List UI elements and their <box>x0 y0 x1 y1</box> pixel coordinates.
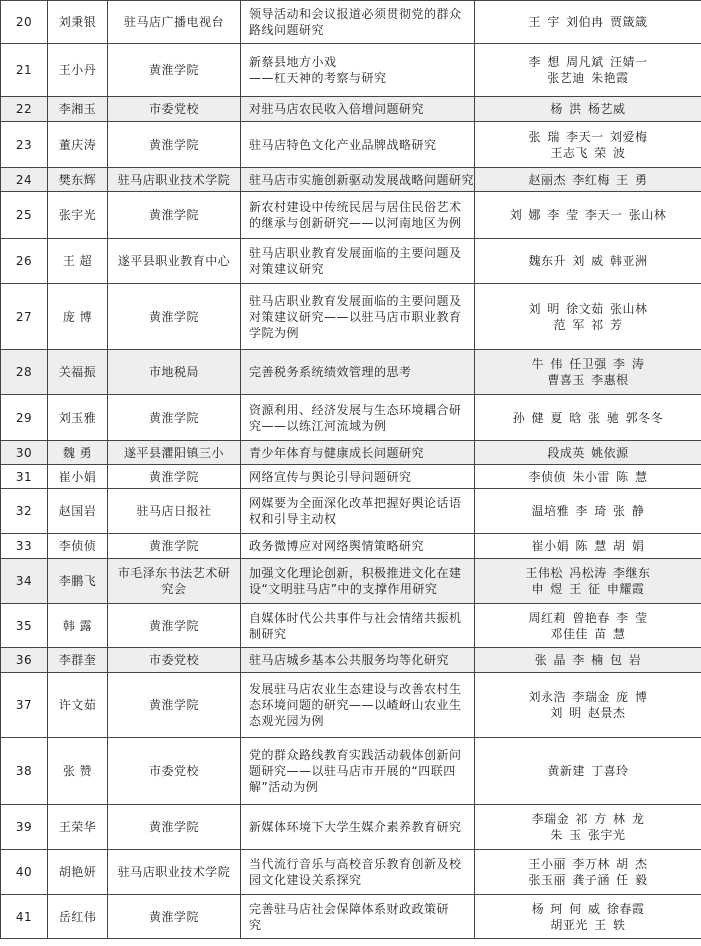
research-topic-cell <box>241 559 475 604</box>
members-cell <box>475 895 701 939</box>
table-row <box>1 441 701 465</box>
row-number-cell: 21 <box>1 44 48 97</box>
research-topic-cell <box>241 239 475 284</box>
organization-cell <box>108 895 241 939</box>
organization-cell <box>108 534 241 559</box>
organization-cell-line: 黄淮学院 <box>148 410 199 425</box>
row-number-cell: 22 <box>1 97 48 122</box>
research-topic-cell-line: 态环境问题的研究——以嵖岈山农业生 <box>249 698 462 712</box>
members-cell-line: 温培雅 李 琦 张 静 <box>531 504 645 518</box>
leader-name-cell: 赵国岩 <box>48 489 108 534</box>
organization-cell-line: 黄淮学院 <box>148 63 199 77</box>
leader-name-cell: 胡艳妍 <box>48 850 108 895</box>
research-topic-cell-line: 完善税务系统绩效管理的思考 <box>249 365 412 379</box>
research-topic-cell <box>241 284 475 350</box>
research-topic-cell <box>241 465 475 489</box>
members-cell-line: 刘 明 赵景杰 <box>550 706 626 720</box>
research-topic-cell-line: 路线问题研究 <box>249 23 325 37</box>
research-topic-cell <box>241 648 475 673</box>
organization-cell <box>108 192 241 239</box>
leader-name-cell: 刘秉银 <box>48 1 108 44</box>
table-row <box>1 350 701 395</box>
row-number-cell: 40 <box>1 850 48 895</box>
members-cell-line: 刘 娜 李 莹 李天一 张山林 <box>509 208 667 222</box>
row-number-cell: 31 <box>1 465 48 489</box>
members-cell-line: 李瑞金 祁 方 林 龙 <box>531 812 645 826</box>
organization-cell-line: 驻马店广播电视台 <box>123 15 224 29</box>
organization-cell <box>108 673 241 738</box>
members-cell-line: 王伟松 冯松涛 李继东 <box>525 566 651 580</box>
members-cell <box>475 395 701 441</box>
members-cell-line: 张 晶 李 楠 包 岩 <box>534 653 642 667</box>
row-number-cell: 30 <box>1 441 48 465</box>
organization-cell-line: 驻马店职业技术学院 <box>117 865 231 879</box>
row-number-cell: 25 <box>1 192 48 239</box>
table-row <box>1 738 701 805</box>
members-cell <box>475 559 701 604</box>
members-cell-line: 范 军 祁 芳 <box>553 317 623 332</box>
research-topic-cell-line: 对驻马店农民收入倍增问题研究 <box>249 102 425 116</box>
row-number-cell: 33 <box>1 534 48 559</box>
organization-cell <box>108 284 241 350</box>
row-number-cell: 26 <box>1 239 48 284</box>
leader-name-cell: 董庆涛 <box>48 122 108 168</box>
organization-cell <box>108 559 241 604</box>
members-cell-line: 魏东升 刘 威 韩亚洲 <box>528 254 648 268</box>
members-cell <box>475 350 701 395</box>
members-cell-line: 刘 明 徐文茹 张山林 <box>528 301 648 316</box>
row-number-cell: 32 <box>1 489 48 534</box>
research-topic-cell <box>241 350 475 395</box>
research-topic-cell <box>241 534 475 559</box>
research-topic-cell-line: 领导活动和会议报道必须贯彻党的群众 <box>249 7 462 21</box>
leader-name-cell: 刘玉雅 <box>48 395 108 441</box>
table-row <box>1 192 701 239</box>
research-topic-cell-line: 题研究——以驻马店市开展的“四联四 <box>249 764 456 778</box>
research-topic-cell-line: 资源利用、经济发展与生态环境耦合研 <box>249 402 462 417</box>
organization-cell-line: 黄淮学院 <box>148 539 199 553</box>
members-cell <box>475 44 701 97</box>
leader-name-cell: 王荣华 <box>48 805 108 850</box>
row-number-cell: 27 <box>1 284 48 350</box>
leader-name-cell: 庞 博 <box>48 284 108 350</box>
table-row <box>1 395 701 441</box>
organization-cell <box>108 441 241 465</box>
leader-name-cell: 樊东辉 <box>48 168 108 192</box>
members-cell-line: 李侦侦 朱小雷 陈 慧 <box>528 469 648 484</box>
table-row <box>1 895 701 939</box>
organization-cell-line: 市委党校 <box>148 653 199 667</box>
research-topic-cell-line: 驻马店职业教育发展面临的主要问题及 <box>249 293 462 308</box>
research-topic-cell-line: 加强文化理论创新，积极推进文化在建 <box>249 566 462 580</box>
members-cell-line: 胡亚光 王 轶 <box>550 917 626 932</box>
members-cell <box>475 284 701 350</box>
project-table-body <box>1 1 701 939</box>
organization-cell-line: 黄淮学院 <box>148 618 199 633</box>
members-cell-line: 刘永浩 李瑞金 庞 博 <box>528 690 648 704</box>
research-topic-cell <box>241 895 475 939</box>
members-cell-line: 黄新建 丁喜玲 <box>547 764 629 778</box>
research-topic-cell <box>241 850 475 895</box>
table-row <box>1 465 701 489</box>
research-topic-cell <box>241 44 475 97</box>
organization-cell-line: 黄淮学院 <box>148 820 199 834</box>
leader-name-cell: 李侦侦 <box>48 534 108 559</box>
organization-cell-line: 驻马店职业技术学院 <box>117 172 231 187</box>
organization-cell-line: 黄淮学院 <box>148 208 199 222</box>
research-topic-cell-line: 当代流行音乐与高校音乐教育创新及校 <box>249 857 462 871</box>
research-topic-cell-line: 党的群众路线教育实践活动载体创新问 <box>249 748 462 762</box>
organization-cell <box>108 738 241 805</box>
row-number-cell: 24 <box>1 168 48 192</box>
members-cell-line: 曹喜玉 李惠根 <box>547 373 629 387</box>
research-topic-cell-line: 对策建议研究 <box>249 262 325 276</box>
row-number-cell: 20 <box>1 1 48 44</box>
research-topic-cell <box>241 1 475 44</box>
members-cell <box>475 122 701 168</box>
members-cell-line: 张玉丽 龚子涵 任 毅 <box>528 873 648 887</box>
members-cell-line: 孙 健 夏 晗 张 驰 郭冬冬 <box>512 410 664 425</box>
research-topic-cell-line: 网络宣传与舆论引导问题研究 <box>249 469 412 484</box>
research-topic-cell <box>241 441 475 465</box>
leader-name-cell: 李湘玉 <box>48 97 108 122</box>
research-topic-cell-line: 发展驻马店农业生态建设与改善农村生 <box>249 682 462 696</box>
organization-cell-line: 黄淮学院 <box>148 469 199 484</box>
organization-cell-line: 黄淮学院 <box>148 698 199 712</box>
research-topic-cell-line: 驻马店市实施创新驱动发展战略问题研究 <box>249 172 475 187</box>
research-topic-cell-line: 解”活动为例 <box>249 780 319 794</box>
members-cell <box>475 441 701 465</box>
research-topic-cell <box>241 673 475 738</box>
research-topic-cell-line: 新农村建设中传统民居与居住民俗艺术 <box>249 200 462 214</box>
leader-name-cell: 魏 勇 <box>48 441 108 465</box>
research-topic-cell-line: 态观光园为例 <box>249 714 325 728</box>
research-topic-cell-line: 学院为例 <box>249 325 300 340</box>
research-topic-cell <box>241 97 475 122</box>
organization-cell <box>108 604 241 648</box>
row-number-cell: 28 <box>1 350 48 395</box>
research-topic-cell <box>241 805 475 850</box>
members-cell-line: 张艺迪 朱艳霞 <box>547 71 629 85</box>
organization-cell-line: 市委党校 <box>148 764 199 778</box>
table-row <box>1 850 701 895</box>
row-number-cell: 41 <box>1 895 48 939</box>
table-row <box>1 239 701 284</box>
members-cell <box>475 465 701 489</box>
research-topic-cell-line: 制研究 <box>249 626 287 641</box>
research-topic-cell <box>241 122 475 168</box>
leader-name-cell: 许文茹 <box>48 673 108 738</box>
members-cell <box>475 805 701 850</box>
members-cell-line: 段成英 姚依源 <box>547 445 629 460</box>
research-topic-cell <box>241 192 475 239</box>
organization-cell <box>108 122 241 168</box>
table-row <box>1 805 701 850</box>
organization-cell-line: 驻马店日报社 <box>136 504 212 518</box>
members-cell-line: 王 宇 刘伯冉 贾箴箴 <box>528 15 648 29</box>
leader-name-cell: 李鹏飞 <box>48 559 108 604</box>
research-topic-cell <box>241 168 475 192</box>
research-topic-cell-line: 政务微博应对网络舆情策略研究 <box>249 539 425 553</box>
organization-cell-line: 市毛泽东书法艺术研 <box>117 566 231 580</box>
research-topic-cell-line: 的继承与创新研究——以河南地区为例 <box>249 216 462 230</box>
organization-cell <box>108 97 241 122</box>
organization-cell-line: 黄淮学院 <box>148 309 199 324</box>
organization-cell-line: 黄淮学院 <box>148 137 199 152</box>
organization-cell-line: 市委党校 <box>148 102 199 116</box>
research-topic-cell <box>241 395 475 441</box>
organization-cell <box>108 489 241 534</box>
research-topic-cell <box>241 738 475 805</box>
organization-cell <box>108 350 241 395</box>
members-cell-line: 牛 伟 任卫强 李 涛 <box>531 357 645 371</box>
row-number-cell: 29 <box>1 395 48 441</box>
leader-name-cell: 岳红伟 <box>48 895 108 939</box>
members-cell <box>475 604 701 648</box>
research-topic-cell-line: 新媒体环境下大学生媒介素养教育研究 <box>249 820 462 834</box>
members-cell-line: 朱 玉 张宇光 <box>550 828 626 842</box>
members-cell-line: 王小丽 李万林 胡 杰 <box>528 857 648 871</box>
research-topic-cell-line: 驻马店职业教育发展面临的主要问题及 <box>249 246 462 260</box>
leader-name-cell: 关福振 <box>48 350 108 395</box>
row-number-cell: 34 <box>1 559 48 604</box>
members-cell-line: 杨 洪 杨艺威 <box>550 102 626 116</box>
members-cell-line: 崔小娟 陈 慧 胡 娟 <box>531 539 645 553</box>
row-number-cell: 35 <box>1 604 48 648</box>
organization-cell-line: 黄淮学院 <box>148 909 199 924</box>
members-cell-line: 王志飞 荣 波 <box>550 145 626 160</box>
table-row <box>1 44 701 97</box>
research-topic-cell-line: 完善驻马店社会保障体系财政政策研 <box>249 901 450 916</box>
organization-cell <box>108 805 241 850</box>
table-row <box>1 122 701 168</box>
research-topic-cell-line: 驻马店特色文化产业品牌战略研究 <box>249 137 437 152</box>
row-number-cell: 39 <box>1 805 48 850</box>
research-topic-cell-line: ——杠天神的考察与研究 <box>249 71 387 85</box>
leader-name-cell: 张宇光 <box>48 192 108 239</box>
members-cell-line: 杨 珂 何 威 徐春霞 <box>531 901 645 916</box>
row-number-cell: 37 <box>1 673 48 738</box>
organization-cell <box>108 168 241 192</box>
research-topic-cell-line: 新蔡县地方小戏 <box>249 55 337 69</box>
organization-cell-line: 遂平县灈阳镇三小 <box>123 445 224 460</box>
research-topic-cell-line: 对策建议研究——以驻马店市职业教育 <box>249 309 462 324</box>
leader-name-cell: 王 超 <box>48 239 108 284</box>
organization-cell <box>108 648 241 673</box>
organization-cell <box>108 44 241 97</box>
research-topic-cell-line: 究——以练江河流域为例 <box>249 418 387 433</box>
organization-cell <box>108 850 241 895</box>
row-number-cell: 36 <box>1 648 48 673</box>
row-number-cell: 23 <box>1 122 48 168</box>
members-cell <box>475 850 701 895</box>
research-topic-cell-line: 网媒要为全面深化改革把握好舆论话语 <box>249 496 462 510</box>
table-row <box>1 559 701 604</box>
organization-cell-line: 究会 <box>161 582 187 596</box>
members-cell <box>475 489 701 534</box>
table-row <box>1 534 701 559</box>
members-cell <box>475 1 701 44</box>
members-cell <box>475 192 701 239</box>
research-topic-cell-line: 青少年体育与健康成长问题研究 <box>249 445 425 460</box>
members-cell <box>475 648 701 673</box>
research-topic-cell-line: 权和引导主动权 <box>249 512 337 526</box>
leader-name-cell: 王小丹 <box>48 44 108 97</box>
members-cell <box>475 97 701 122</box>
leader-name-cell: 张 赞 <box>48 738 108 805</box>
members-cell-line: 周红莉 曾艳春 李 莹 <box>528 610 648 625</box>
members-cell-line: 赵丽杰 李红梅 王 勇 <box>528 172 648 187</box>
research-topic-cell <box>241 604 475 648</box>
table-row <box>1 489 701 534</box>
row-number-cell: 38 <box>1 738 48 805</box>
research-topic-cell-line: 究 <box>249 917 262 932</box>
members-cell <box>475 673 701 738</box>
members-cell-line: 邓佳佳 苗 慧 <box>550 626 626 641</box>
table-row <box>1 284 701 350</box>
organization-cell <box>108 1 241 44</box>
research-topic-cell-line: 设“文明驻马店”中的支撑作用研究 <box>249 582 438 596</box>
members-cell-line: 申 煜 王 征 申耀霞 <box>531 582 645 596</box>
leader-name-cell: 李群奎 <box>48 648 108 673</box>
table-row <box>1 1 701 44</box>
organization-cell <box>108 465 241 489</box>
members-cell <box>475 168 701 192</box>
research-topic-cell <box>241 489 475 534</box>
organization-cell-line: 遂平县职业教育中心 <box>117 254 231 268</box>
members-cell <box>475 534 701 559</box>
leader-name-cell: 崔小娟 <box>48 465 108 489</box>
organization-cell <box>108 395 241 441</box>
research-topic-cell-line: 自媒体时代公共事件与社会情绪共振机 <box>249 610 462 625</box>
research-topic-cell-line: 园文化建设关系探究 <box>249 873 362 887</box>
members-cell <box>475 239 701 284</box>
leader-name-cell: 韩 露 <box>48 604 108 648</box>
organization-cell-line: 市地税局 <box>148 365 199 379</box>
members-cell-line: 张 瑞 李天一 刘爱梅 <box>528 129 648 144</box>
table-row <box>1 648 701 673</box>
table-row <box>1 168 701 192</box>
organization-cell <box>108 239 241 284</box>
members-cell <box>475 738 701 805</box>
table-row <box>1 97 701 122</box>
members-cell-line: 李 想 周凡斌 汪婧一 <box>528 55 648 69</box>
table-row <box>1 604 701 648</box>
table-row <box>1 673 701 738</box>
research-topic-cell-line: 驻马店城乡基本公共服务均等化研究 <box>249 653 450 667</box>
